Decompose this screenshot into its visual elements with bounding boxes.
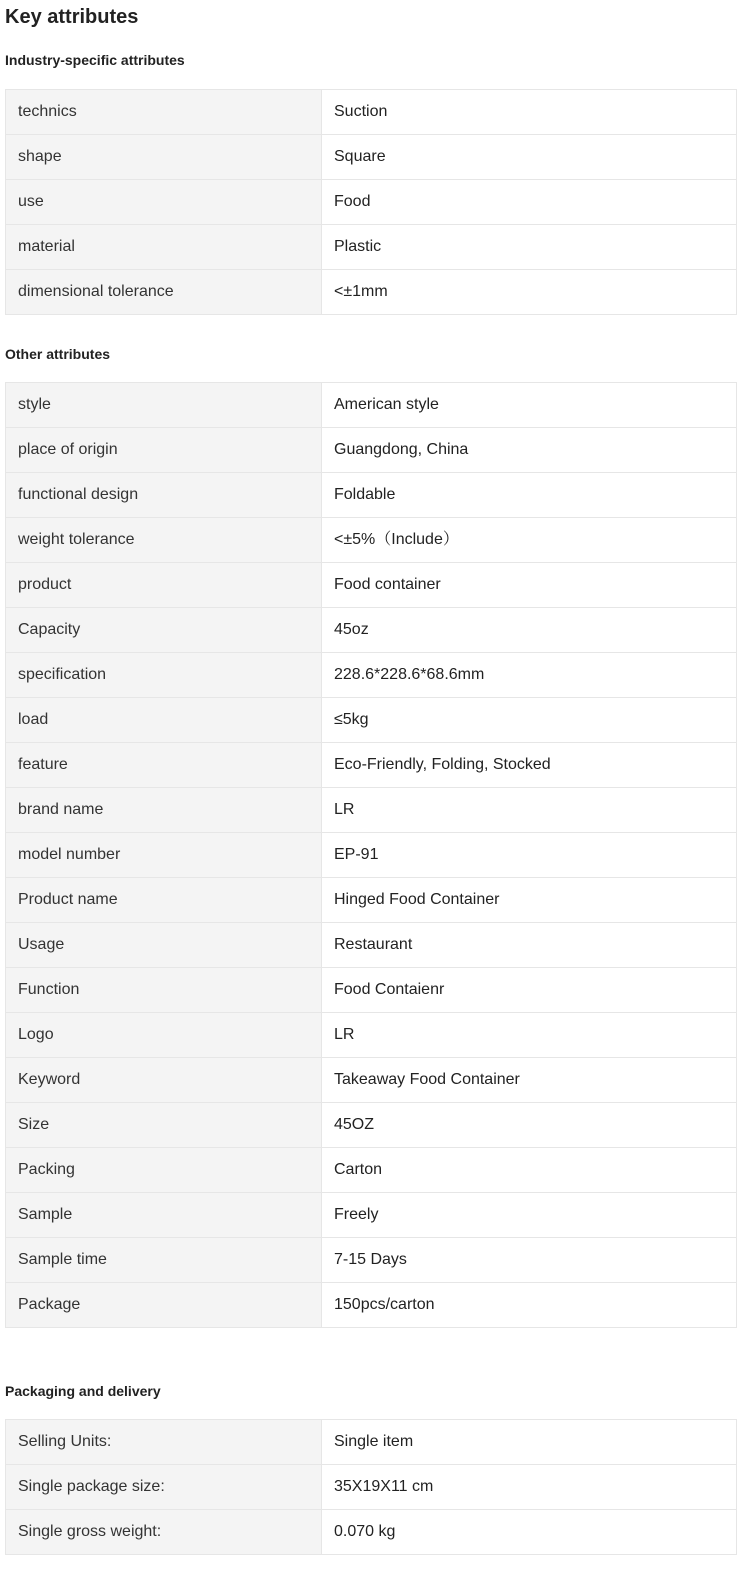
attribute-value: Plastic	[322, 225, 737, 270]
attribute-value: Single item	[322, 1420, 737, 1465]
attribute-value: <±1mm	[322, 270, 737, 315]
attribute-key: style	[6, 383, 322, 428]
attribute-key: Keyword	[6, 1058, 322, 1103]
other-attributes-table	[5, 382, 737, 1328]
section-heading-other: Other attributes	[5, 346, 111, 362]
attribute-value: Food container	[322, 563, 737, 608]
attribute-key: dimensional tolerance	[6, 270, 322, 315]
attribute-key: model number	[6, 833, 322, 878]
attribute-value: 45oz	[322, 608, 737, 653]
packaging-attributes-table	[5, 1419, 737, 1555]
attribute-row	[6, 1510, 737, 1555]
attribute-key: Single gross weight:	[6, 1510, 322, 1555]
attribute-value: <±5%（Include）	[322, 518, 737, 563]
attribute-value: 7-15 Days	[322, 1238, 737, 1283]
attribute-row	[6, 788, 737, 833]
attribute-value: Square	[322, 135, 737, 180]
attribute-row	[6, 270, 737, 315]
attribute-key: material	[6, 225, 322, 270]
attribute-row	[6, 968, 737, 1013]
attribute-key: shape	[6, 135, 322, 180]
attribute-key: Logo	[6, 1013, 322, 1058]
section-heading-packaging: Packaging and delivery	[5, 1383, 161, 1399]
attribute-value: Carton	[322, 1148, 737, 1193]
attribute-row	[6, 473, 737, 518]
attribute-key: Capacity	[6, 608, 322, 653]
attribute-row	[6, 923, 737, 968]
attribute-value: EP-91	[322, 833, 737, 878]
attribute-key: Usage	[6, 923, 322, 968]
attribute-value: Restaurant	[322, 923, 737, 968]
attribute-value: 228.6*228.6*68.6mm	[322, 653, 737, 698]
attribute-key: weight tolerance	[6, 518, 322, 563]
page-title: Key attributes	[5, 6, 139, 28]
attribute-row	[6, 1148, 737, 1193]
attribute-key: functional design	[6, 473, 322, 518]
attribute-key: place of origin	[6, 428, 322, 473]
attribute-key: use	[6, 180, 322, 225]
attribute-value: American style	[322, 383, 737, 428]
attribute-key: Size	[6, 1103, 322, 1148]
attribute-row	[6, 878, 737, 923]
attribute-value: LR	[322, 1013, 737, 1058]
attribute-key: Sample	[6, 1193, 322, 1238]
attribute-key: product	[6, 563, 322, 608]
attribute-value: Freely	[322, 1193, 737, 1238]
attribute-row	[6, 90, 737, 135]
industry-attributes-table	[5, 89, 737, 315]
attribute-row	[6, 1420, 737, 1465]
attribute-key: specification	[6, 653, 322, 698]
attribute-value: Food	[322, 180, 737, 225]
attribute-value: LR	[322, 788, 737, 833]
attribute-value: 35X19X11 cm	[322, 1465, 737, 1510]
attribute-row	[6, 1103, 737, 1148]
attribute-key: Selling Units:	[6, 1420, 322, 1465]
attribute-value: Food Contaienr	[322, 968, 737, 1013]
attribute-value: ≤5kg	[322, 698, 737, 743]
attribute-row	[6, 1193, 737, 1238]
attribute-row	[6, 180, 737, 225]
attribute-key: technics	[6, 90, 322, 135]
attribute-key: brand name	[6, 788, 322, 833]
attribute-value: Suction	[322, 90, 737, 135]
attribute-key: Product name	[6, 878, 322, 923]
attribute-key: feature	[6, 743, 322, 788]
attribute-row	[6, 1465, 737, 1510]
attribute-row	[6, 743, 737, 788]
attribute-row	[6, 698, 737, 743]
attribute-row	[6, 383, 737, 428]
attribute-value: Guangdong, China	[322, 428, 737, 473]
attribute-row	[6, 563, 737, 608]
attribute-row	[6, 1013, 737, 1058]
attribute-row	[6, 135, 737, 180]
section-heading-industry: Industry-specific attributes	[5, 52, 185, 68]
attribute-value: Takeaway Food Container	[322, 1058, 737, 1103]
attribute-value: Foldable	[322, 473, 737, 518]
attribute-row	[6, 653, 737, 698]
attribute-key: Function	[6, 968, 322, 1013]
attribute-row	[6, 1238, 737, 1283]
attribute-row	[6, 833, 737, 878]
attribute-key: Packing	[6, 1148, 322, 1193]
attribute-value: Hinged Food Container	[322, 878, 737, 923]
attribute-value: Eco-Friendly, Folding, Stocked	[322, 743, 737, 788]
attribute-row	[6, 225, 737, 270]
attribute-value: 150pcs/carton	[322, 1283, 737, 1328]
attribute-key: Single package size:	[6, 1465, 322, 1510]
attribute-row	[6, 1058, 737, 1103]
attribute-key: Sample time	[6, 1238, 322, 1283]
attribute-value: 45OZ	[322, 1103, 737, 1148]
attribute-value: 0.070 kg	[322, 1510, 737, 1555]
attribute-row	[6, 428, 737, 473]
attribute-row	[6, 608, 737, 653]
attribute-row	[6, 518, 737, 563]
attribute-key: Package	[6, 1283, 322, 1328]
attribute-row	[6, 1283, 737, 1328]
attribute-key: load	[6, 698, 322, 743]
